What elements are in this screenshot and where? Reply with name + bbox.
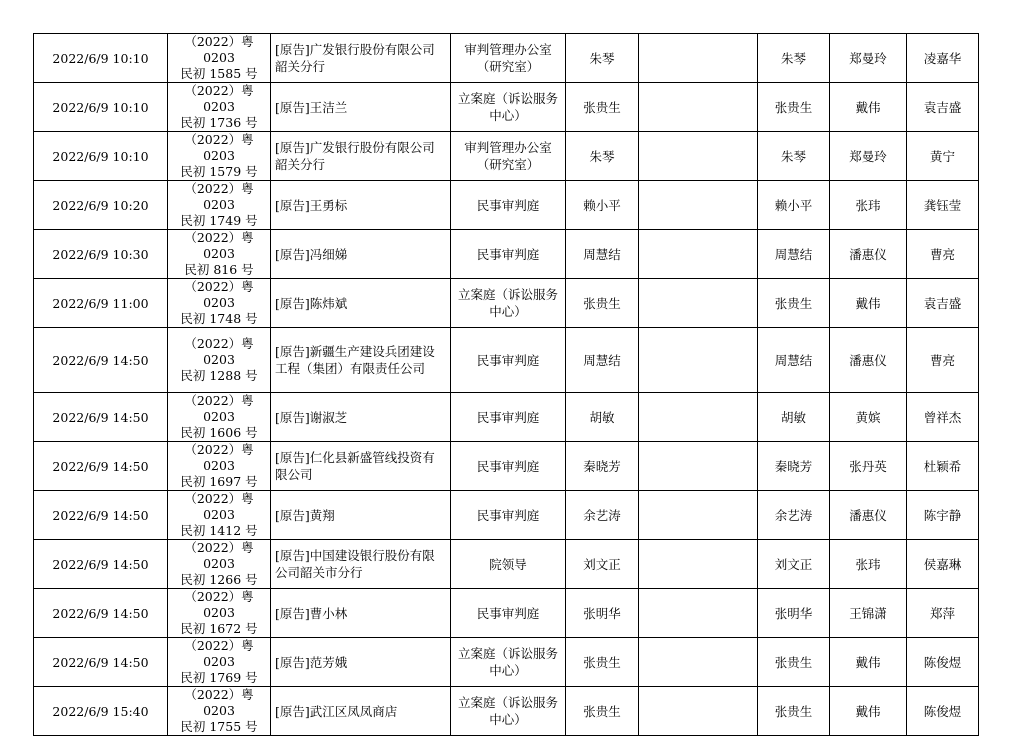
clerk-cell: 郑曼玲 xyxy=(830,34,907,83)
case-number-line1: （2022）粤 0203 xyxy=(184,540,254,571)
clerk-cell: 黄嫔 xyxy=(830,393,907,442)
table-row xyxy=(34,181,979,230)
clerk-cell: 戴伟 xyxy=(830,638,907,687)
department-cell: 审判管理办公室（研究室） xyxy=(451,132,566,181)
table-row xyxy=(34,34,979,83)
blank-cell xyxy=(639,34,758,83)
assistant-cell: 杜颖希 xyxy=(907,442,979,491)
case-number-line1: （2022）粤 0203 xyxy=(184,230,254,261)
clerk-cell: 潘惠仪 xyxy=(830,230,907,279)
party-cell: [原告]新疆生产建设兵团建设工程（集团）有限责任公司 xyxy=(271,328,451,393)
table-row xyxy=(34,589,979,638)
blank-cell xyxy=(639,181,758,230)
party-cell: [原告]范芳娥 xyxy=(271,638,451,687)
department-cell: 立案庭（诉讼服务中心） xyxy=(451,687,566,736)
clerk-cell: 张丹英 xyxy=(830,442,907,491)
case-number-line1: （2022）粤 0203 xyxy=(184,336,254,367)
blank-cell xyxy=(639,83,758,132)
blank-cell xyxy=(639,638,758,687)
department-cell: 立案庭（诉讼服务中心） xyxy=(451,638,566,687)
table-body xyxy=(34,34,979,736)
judge-cell: 朱琴 xyxy=(566,34,639,83)
clerk-cell: 潘惠仪 xyxy=(830,328,907,393)
case-number-line2: 民初 1769 号 xyxy=(180,670,258,685)
hearing-schedule-table xyxy=(33,33,979,736)
presiding-judge-cell: 周慧结 xyxy=(758,328,830,393)
case-number-cell xyxy=(168,328,271,393)
assistant-cell: 龚钰莹 xyxy=(907,181,979,230)
case-number-line1: （2022）粤 0203 xyxy=(184,181,254,212)
assistant-cell: 曹亮 xyxy=(907,328,979,393)
case-number-line2: 民初 816 号 xyxy=(184,262,254,277)
party-cell: [原告]曹小林 xyxy=(271,589,451,638)
clerk-cell: 王锦潇 xyxy=(830,589,907,638)
blank-cell xyxy=(639,132,758,181)
case-number-cell xyxy=(168,230,271,279)
time-cell: 2022/6/9 14:50 xyxy=(34,442,168,491)
case-number-cell xyxy=(168,393,271,442)
department-cell: 院领导 xyxy=(451,540,566,589)
party-cell: [原告]黄翔 xyxy=(271,491,451,540)
department-cell: 民事审判庭 xyxy=(451,328,566,393)
department-cell: 民事审判庭 xyxy=(451,181,566,230)
case-number-cell xyxy=(168,638,271,687)
judge-cell: 张贵生 xyxy=(566,279,639,328)
assistant-cell: 袁吉盛 xyxy=(907,279,979,328)
case-number-cell xyxy=(168,687,271,736)
presiding-judge-cell: 张明华 xyxy=(758,589,830,638)
case-number-cell xyxy=(168,491,271,540)
department-cell: 民事审判庭 xyxy=(451,442,566,491)
clerk-cell: 郑曼玲 xyxy=(830,132,907,181)
table-row xyxy=(34,442,979,491)
presiding-judge-cell: 张贵生 xyxy=(758,638,830,687)
blank-cell xyxy=(639,328,758,393)
case-number-cell xyxy=(168,279,271,328)
presiding-judge-cell: 张贵生 xyxy=(758,83,830,132)
judge-cell: 周慧结 xyxy=(566,230,639,279)
time-cell: 2022/6/9 10:10 xyxy=(34,83,168,132)
judge-cell: 赖小平 xyxy=(566,181,639,230)
presiding-judge-cell: 朱琴 xyxy=(758,34,830,83)
party-cell: [原告]中国建设银行股份有限公司韶关市分行 xyxy=(271,540,451,589)
time-cell: 2022/6/9 11:00 xyxy=(34,279,168,328)
clerk-cell: 张玮 xyxy=(830,540,907,589)
table-row xyxy=(34,393,979,442)
judge-cell: 余艺涛 xyxy=(566,491,639,540)
case-number-cell xyxy=(168,181,271,230)
time-cell: 2022/6/9 14:50 xyxy=(34,491,168,540)
judge-cell: 张明华 xyxy=(566,589,639,638)
table-row xyxy=(34,540,979,589)
assistant-cell: 侯嘉琳 xyxy=(907,540,979,589)
blank-cell xyxy=(639,589,758,638)
department-cell: 民事审判庭 xyxy=(451,393,566,442)
assistant-cell: 陈俊煜 xyxy=(907,687,979,736)
party-cell: [原告]王勇标 xyxy=(271,181,451,230)
case-number-line1: （2022）粤 0203 xyxy=(184,491,254,522)
table-row xyxy=(34,491,979,540)
department-cell: 民事审判庭 xyxy=(451,491,566,540)
table-row xyxy=(34,638,979,687)
party-cell: [原告]陈炜斌 xyxy=(271,279,451,328)
assistant-cell: 曾祥杰 xyxy=(907,393,979,442)
clerk-cell: 戴伟 xyxy=(830,687,907,736)
case-number-line2: 民初 1748 号 xyxy=(180,311,258,326)
party-cell: [原告]广发银行股份有限公司韶关分行 xyxy=(271,34,451,83)
case-number-line2: 民初 1412 号 xyxy=(180,523,258,538)
assistant-cell: 黄宁 xyxy=(907,132,979,181)
assistant-cell: 凌嘉华 xyxy=(907,34,979,83)
clerk-cell: 戴伟 xyxy=(830,83,907,132)
time-cell: 2022/6/9 14:50 xyxy=(34,328,168,393)
case-number-line2: 民初 1755 号 xyxy=(180,719,258,734)
assistant-cell: 陈俊煜 xyxy=(907,638,979,687)
case-number-line2: 民初 1606 号 xyxy=(180,425,258,440)
presiding-judge-cell: 刘文正 xyxy=(758,540,830,589)
case-number-line2: 民初 1585 号 xyxy=(180,66,258,81)
judge-cell: 周慧结 xyxy=(566,328,639,393)
time-cell: 2022/6/9 14:50 xyxy=(34,393,168,442)
department-cell: 立案庭（诉讼服务中心） xyxy=(451,83,566,132)
table-row xyxy=(34,328,979,393)
case-number-line1: （2022）粤 0203 xyxy=(184,589,254,620)
judge-cell: 胡敏 xyxy=(566,393,639,442)
case-number-cell xyxy=(168,132,271,181)
table-row xyxy=(34,83,979,132)
presiding-judge-cell: 朱琴 xyxy=(758,132,830,181)
party-cell: [原告]冯细娣 xyxy=(271,230,451,279)
table-row xyxy=(34,279,979,328)
time-cell: 2022/6/9 10:10 xyxy=(34,34,168,83)
case-number-cell xyxy=(168,34,271,83)
blank-cell xyxy=(639,442,758,491)
clerk-cell: 潘惠仪 xyxy=(830,491,907,540)
judge-cell: 朱琴 xyxy=(566,132,639,181)
case-number-line1: （2022）粤 0203 xyxy=(184,34,254,65)
case-number-cell xyxy=(168,540,271,589)
party-cell: [原告]广发银行股份有限公司韶关分行 xyxy=(271,132,451,181)
blank-cell xyxy=(639,279,758,328)
case-number-cell xyxy=(168,589,271,638)
blank-cell xyxy=(639,540,758,589)
party-cell: [原告]仁化县新盛管线投资有限公司 xyxy=(271,442,451,491)
case-number-line1: （2022）粤 0203 xyxy=(184,393,254,424)
time-cell: 2022/6/9 14:50 xyxy=(34,540,168,589)
assistant-cell: 袁吉盛 xyxy=(907,83,979,132)
case-number-line2: 民初 1697 号 xyxy=(180,474,258,489)
presiding-judge-cell: 张贵生 xyxy=(758,687,830,736)
clerk-cell: 戴伟 xyxy=(830,279,907,328)
presiding-judge-cell: 赖小平 xyxy=(758,181,830,230)
case-number-cell xyxy=(168,442,271,491)
case-number-line1: （2022）粤 0203 xyxy=(184,83,254,114)
time-cell: 2022/6/9 14:50 xyxy=(34,638,168,687)
case-number-line1: （2022）粤 0203 xyxy=(184,132,254,163)
blank-cell xyxy=(639,230,758,279)
presiding-judge-cell: 周慧结 xyxy=(758,230,830,279)
case-number-line2: 民初 1288 号 xyxy=(180,368,258,383)
judge-cell: 张贵生 xyxy=(566,638,639,687)
assistant-cell: 郑萍 xyxy=(907,589,979,638)
case-number-line2: 民初 1579 号 xyxy=(180,164,258,179)
blank-cell xyxy=(639,393,758,442)
case-number-line2: 民初 1266 号 xyxy=(180,572,258,587)
blank-cell xyxy=(639,687,758,736)
case-number-line1: （2022）粤 0203 xyxy=(184,279,254,310)
time-cell: 2022/6/9 14:50 xyxy=(34,589,168,638)
judge-cell: 秦晓芳 xyxy=(566,442,639,491)
presiding-judge-cell: 秦晓芳 xyxy=(758,442,830,491)
time-cell: 2022/6/9 15:40 xyxy=(34,687,168,736)
case-number-line1: （2022）粤 0203 xyxy=(184,442,254,473)
judge-cell: 张贵生 xyxy=(566,687,639,736)
time-cell: 2022/6/9 10:20 xyxy=(34,181,168,230)
party-cell: [原告]谢淑芝 xyxy=(271,393,451,442)
blank-cell xyxy=(639,491,758,540)
case-number-line2: 民初 1749 号 xyxy=(180,213,258,228)
case-number-line1: （2022）粤 0203 xyxy=(184,687,254,718)
presiding-judge-cell: 余艺涛 xyxy=(758,491,830,540)
department-cell: 立案庭（诉讼服务中心） xyxy=(451,279,566,328)
department-cell: 审判管理办公室（研究室） xyxy=(451,34,566,83)
assistant-cell: 陈宇静 xyxy=(907,491,979,540)
table-row xyxy=(34,230,979,279)
party-cell: [原告]王洁兰 xyxy=(271,83,451,132)
presiding-judge-cell: 张贵生 xyxy=(758,279,830,328)
clerk-cell: 张玮 xyxy=(830,181,907,230)
assistant-cell: 曹亮 xyxy=(907,230,979,279)
table-row xyxy=(34,132,979,181)
case-number-line2: 民初 1672 号 xyxy=(180,621,258,636)
party-cell: [原告]武江区凤凤商店 xyxy=(271,687,451,736)
judge-cell: 张贵生 xyxy=(566,83,639,132)
time-cell: 2022/6/9 10:10 xyxy=(34,132,168,181)
table-row xyxy=(34,687,979,736)
case-number-line2: 民初 1736 号 xyxy=(180,115,258,130)
department-cell: 民事审判庭 xyxy=(451,230,566,279)
department-cell: 民事审判庭 xyxy=(451,589,566,638)
judge-cell: 刘文正 xyxy=(566,540,639,589)
case-number-cell xyxy=(168,83,271,132)
case-number-line1: （2022）粤 0203 xyxy=(184,638,254,669)
presiding-judge-cell: 胡敏 xyxy=(758,393,830,442)
time-cell: 2022/6/9 10:30 xyxy=(34,230,168,279)
